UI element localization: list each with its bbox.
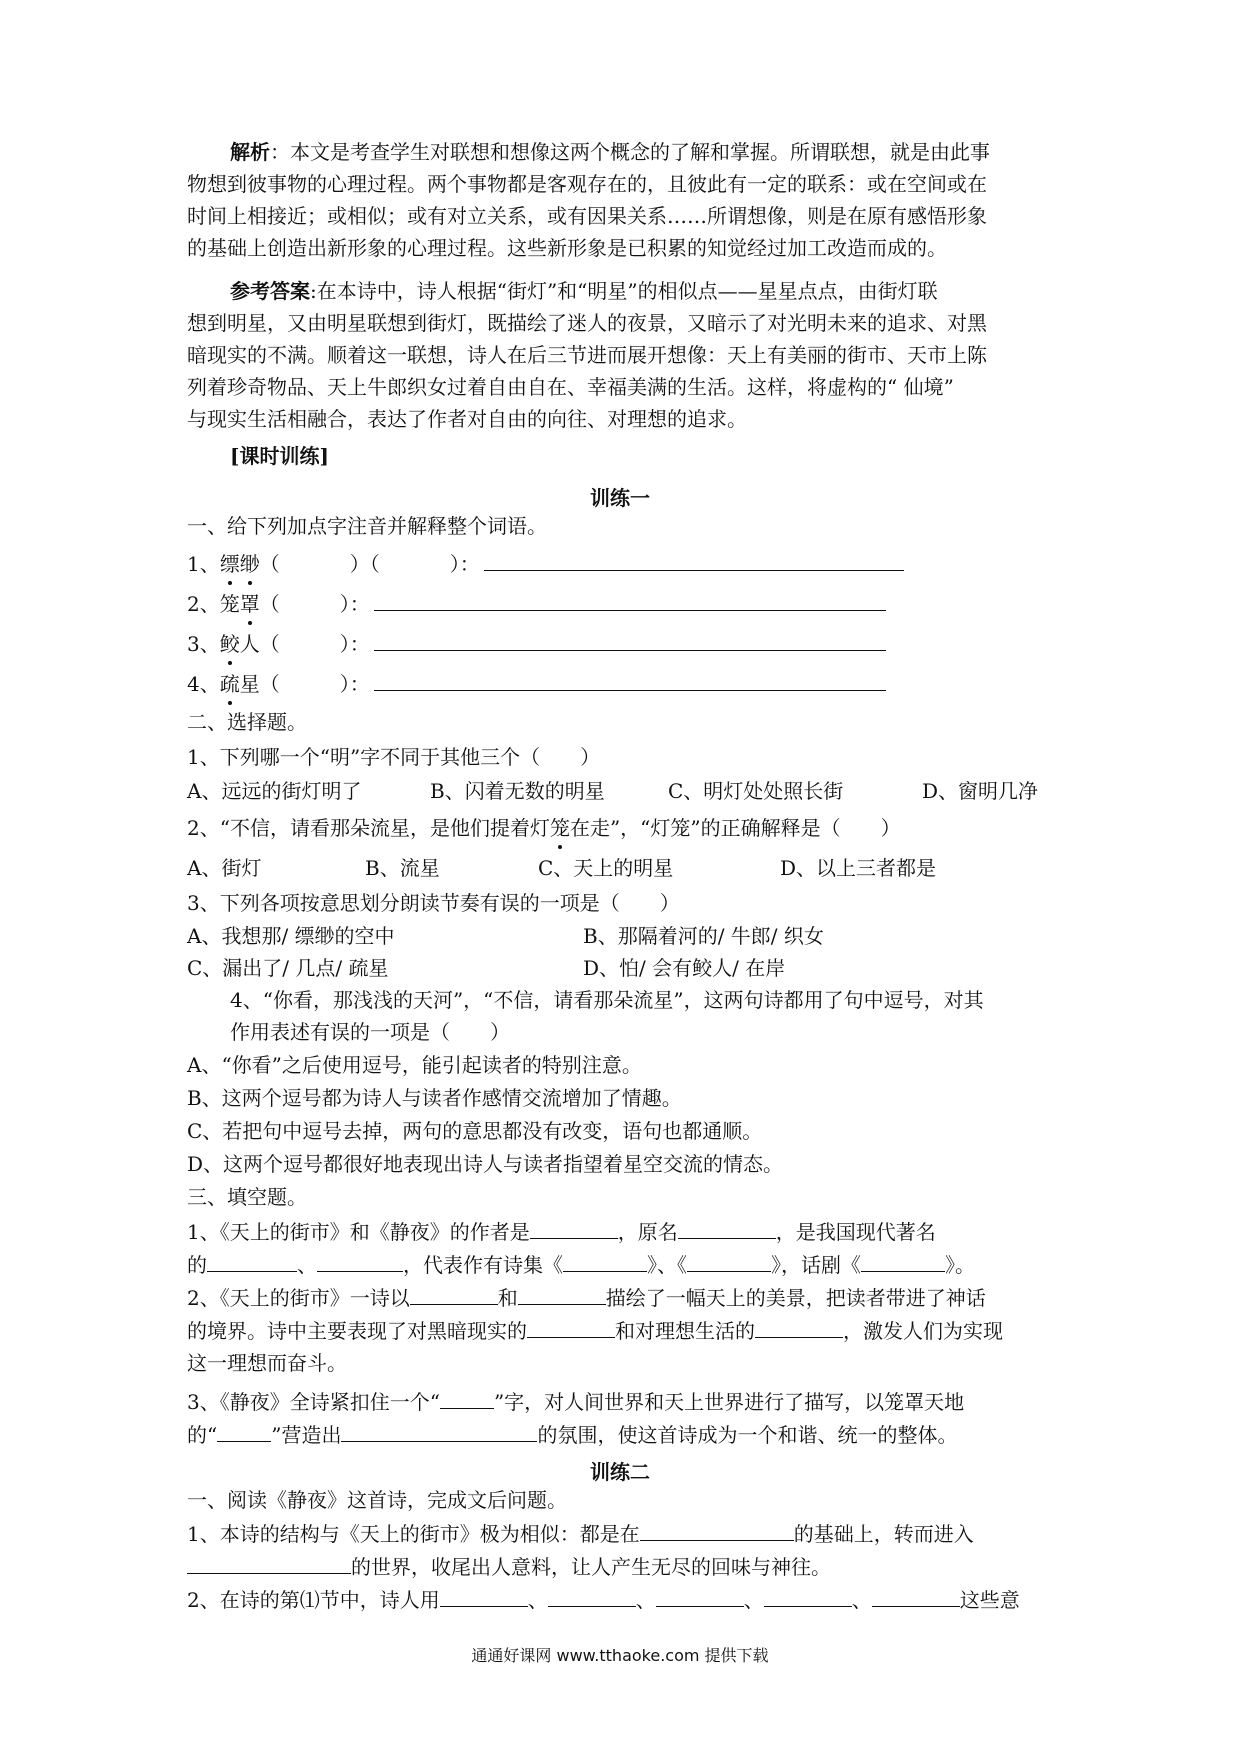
t1-s3-q1-line1: 1、《天上的街市》和《静夜》的作者是 ，原名 ，是我国现代著名	[187, 1220, 936, 1244]
t1-s2-q3-option-d: D、怕/ 会有鲛人/ 在岸	[583, 956, 786, 980]
answer-blank[interactable]	[440, 1589, 528, 1607]
analysis-line-3: 时间上相接近；或相似；或有对立关系，或有因果关系……所谓想像，则是在原有感悟形象	[187, 204, 987, 228]
t1-s3-q2-line2: 的境界。诗中主要表现了对黑暗现实的 和对理想生活的 ，激发人们为实现	[187, 1319, 1003, 1343]
t1-s3-q1-line2: 的 、 ，代表作有诗集《 》、《 》，话剧《 》。	[187, 1253, 975, 1277]
answer-blank[interactable]	[861, 1254, 945, 1272]
answer-blank[interactable]	[374, 673, 886, 691]
answer-blank[interactable]	[764, 1589, 852, 1607]
t1-section1-heading: 一、给下列加点字注音并解释整个词语。	[187, 514, 547, 538]
t2-q1-line2: 的世界，收尾出人意料，让人产生无尽的回味与神往。	[187, 1556, 831, 1577]
answer-blank[interactable]	[317, 1254, 403, 1272]
page-footer: 通通好课网 www.tthaoke.com 提供下载	[471, 1646, 769, 1665]
answer-blank[interactable]	[872, 1589, 960, 1607]
answer-blank[interactable]	[187, 1556, 351, 1574]
t1-s2-q2-option-d: D、以上三者都是	[780, 856, 937, 880]
answer-blank[interactable]	[678, 1221, 776, 1239]
t2-heading: 一、阅读《静夜》这首诗，完成文后问题。	[187, 1488, 567, 1512]
t1-s2-q3-option-b: B、那隔着河的/ 牛郎/ 织女	[583, 924, 824, 948]
t1-section2-heading: 二、选择题。	[187, 710, 307, 734]
t1-s3-q3-line1: 3、《静夜》全诗紧扣住一个“ ”字，对人间世界和天上世界进行了描写，以笼罩天地	[187, 1390, 965, 1414]
t1-s1-item-4: 4、疏星（ ）：	[187, 673, 886, 694]
answer-blank[interactable]	[755, 1320, 843, 1338]
answer-line-3: 暗现实的不满。顺着这一联想，诗人在后三节进而展开想像：天上有美丽的街市、天市上陈	[187, 343, 987, 367]
t1-s2-q4-stem-1: 4、“你看，那浅浅的天河”，“不信，请看那朵流星”，这两句诗都用了句中逗号，对其	[230, 988, 984, 1012]
answer-line-2: 想到明星，又由明星联想到街灯，既描绘了迷人的夜景，又暗示了对光明未来的追求、对黑	[187, 311, 987, 335]
training1-title: 训练一	[590, 486, 650, 510]
answer-blank[interactable]	[518, 1287, 606, 1305]
answer-blank[interactable]	[484, 553, 904, 571]
t1-s1-item-3: 3、鲛人（ ）：	[187, 633, 886, 654]
t1-s2-q2-option-a: A、街灯	[187, 856, 262, 880]
lesson-training-heading: [课时训练]	[230, 444, 329, 468]
answer-blank[interactable]	[687, 1254, 771, 1272]
answer-blank[interactable]	[530, 1221, 618, 1239]
answer-line-4: 列着珍奇物品、天上牛郎织女过着自由自在、幸福美满的生活。这样，将虚构的“ 仙境”	[187, 375, 954, 399]
t1-s2-q2-option-c: C、天上的明星	[538, 856, 674, 880]
t1-s2-q1-option-c: C、明灯处处照长街	[668, 779, 844, 803]
answer-blank[interactable]	[563, 1254, 647, 1272]
answer-blank[interactable]	[374, 593, 886, 611]
t1-s2-q2-stem: 2、“不信，请看那朵流星，是他们提着灯笼在走”，“灯笼”的正确解释是（ ）	[187, 816, 901, 840]
answer-blank[interactable]	[341, 1424, 537, 1442]
t1-s2-q4-option-b: B、这两个逗号都为诗人与读者作感情交流增加了情趣。	[187, 1086, 682, 1110]
answer-blank[interactable]	[374, 633, 886, 651]
t1-s2-q4-option-d: D、这两个逗号都很好地表现出诗人与读者指望着星空交流的情态。	[187, 1152, 784, 1176]
t1-s2-q1-option-b: B、闪着无数的明星	[430, 779, 605, 803]
analysis-line-1: 解析：本文是考查学生对联想和想像这两个概念的了解和掌握。所谓联想，就是由此事	[230, 140, 990, 164]
t1-s1-item-1: 1、缥缈（ ）（ ）：	[187, 553, 904, 574]
t1-s2-q1-stem: 1、下列哪一个“明”字不同于其他三个（ ）	[187, 745, 601, 769]
t1-s3-q3-line2: 的“ ”营造出 的氛围，使这首诗成为一个和谐、统一的整体。	[187, 1423, 958, 1447]
t2-q2-line1: 2、在诗的第⑴节中，诗人用 、 、 、 、 这些意	[187, 1588, 1020, 1612]
t1-s3-q2-line3: 这一理想而奋斗。	[187, 1351, 347, 1375]
answer-blank[interactable]	[656, 1589, 744, 1607]
t1-section3-heading: 三、填空题。	[187, 1185, 307, 1209]
t1-s1-item-2: 2、笼罩（ ）：	[187, 593, 886, 614]
t1-s2-q1-option-d: D、窗明几净	[922, 779, 1039, 803]
t1-s2-q1-option-a: A、远远的街灯明了	[187, 779, 362, 803]
answer-blank[interactable]	[640, 1523, 794, 1541]
analysis-line-4: 的基础上创造出新形象的心理过程。这些新形象是已积累的知觉经过加工改造而成的。	[187, 236, 947, 260]
t1-s2-q4-option-c: C、若把句中逗号去掉，两句的意思都没有改变，语句也都通顺。	[187, 1119, 763, 1143]
t1-s2-q3-option-a: A、我想那/ 缥缈的空中	[187, 924, 395, 948]
t2-q1-line1: 1、本诗的结构与《天上的街市》极为相似：都是在 的基础上，转而进入	[187, 1522, 974, 1546]
t1-s2-q2-option-b: B、流星	[365, 856, 440, 880]
answer-label: 参考答案	[230, 279, 310, 303]
t1-s2-q4-stem-2: 作用表述有误的一项是（ ）	[230, 1020, 510, 1044]
analysis-label: 解析	[230, 140, 270, 164]
t1-s3-q2-line1: 2、《天上的街市》一诗以 和 描绘了一幅天上的美景，把读者带进了神话	[187, 1286, 986, 1310]
answer-blank[interactable]	[548, 1589, 636, 1607]
training2-title: 训练二	[590, 1460, 650, 1484]
analysis-line-2: 物想到彼事物的心理过程。两个事物都是客观存在的，且彼此有一定的联系：或在空间或在	[187, 172, 987, 196]
answer-blank[interactable]	[440, 1391, 494, 1409]
answer-blank[interactable]	[207, 1254, 297, 1272]
answer-line-5: 与现实生活相融合，表达了作者对自由的向往、对理想的追求。	[187, 407, 747, 431]
answer-blank[interactable]	[410, 1287, 498, 1305]
answer-blank[interactable]	[217, 1424, 271, 1442]
answer-blank[interactable]	[527, 1320, 615, 1338]
t1-s2-q3-option-c: C、漏出了/ 几点/ 疏星	[187, 956, 389, 980]
answer-line-1: 参考答案:在本诗中，诗人根据“街灯”和“明星”的相似点——星星点点，由街灯联	[230, 279, 938, 303]
t1-s2-q4-option-a: A、“你看”之后使用逗号，能引起读者的特别注意。	[187, 1053, 642, 1077]
t1-s2-q3-stem: 3、下列各项按意思划分朗读节奏有误的一项是（ ）	[187, 891, 680, 915]
